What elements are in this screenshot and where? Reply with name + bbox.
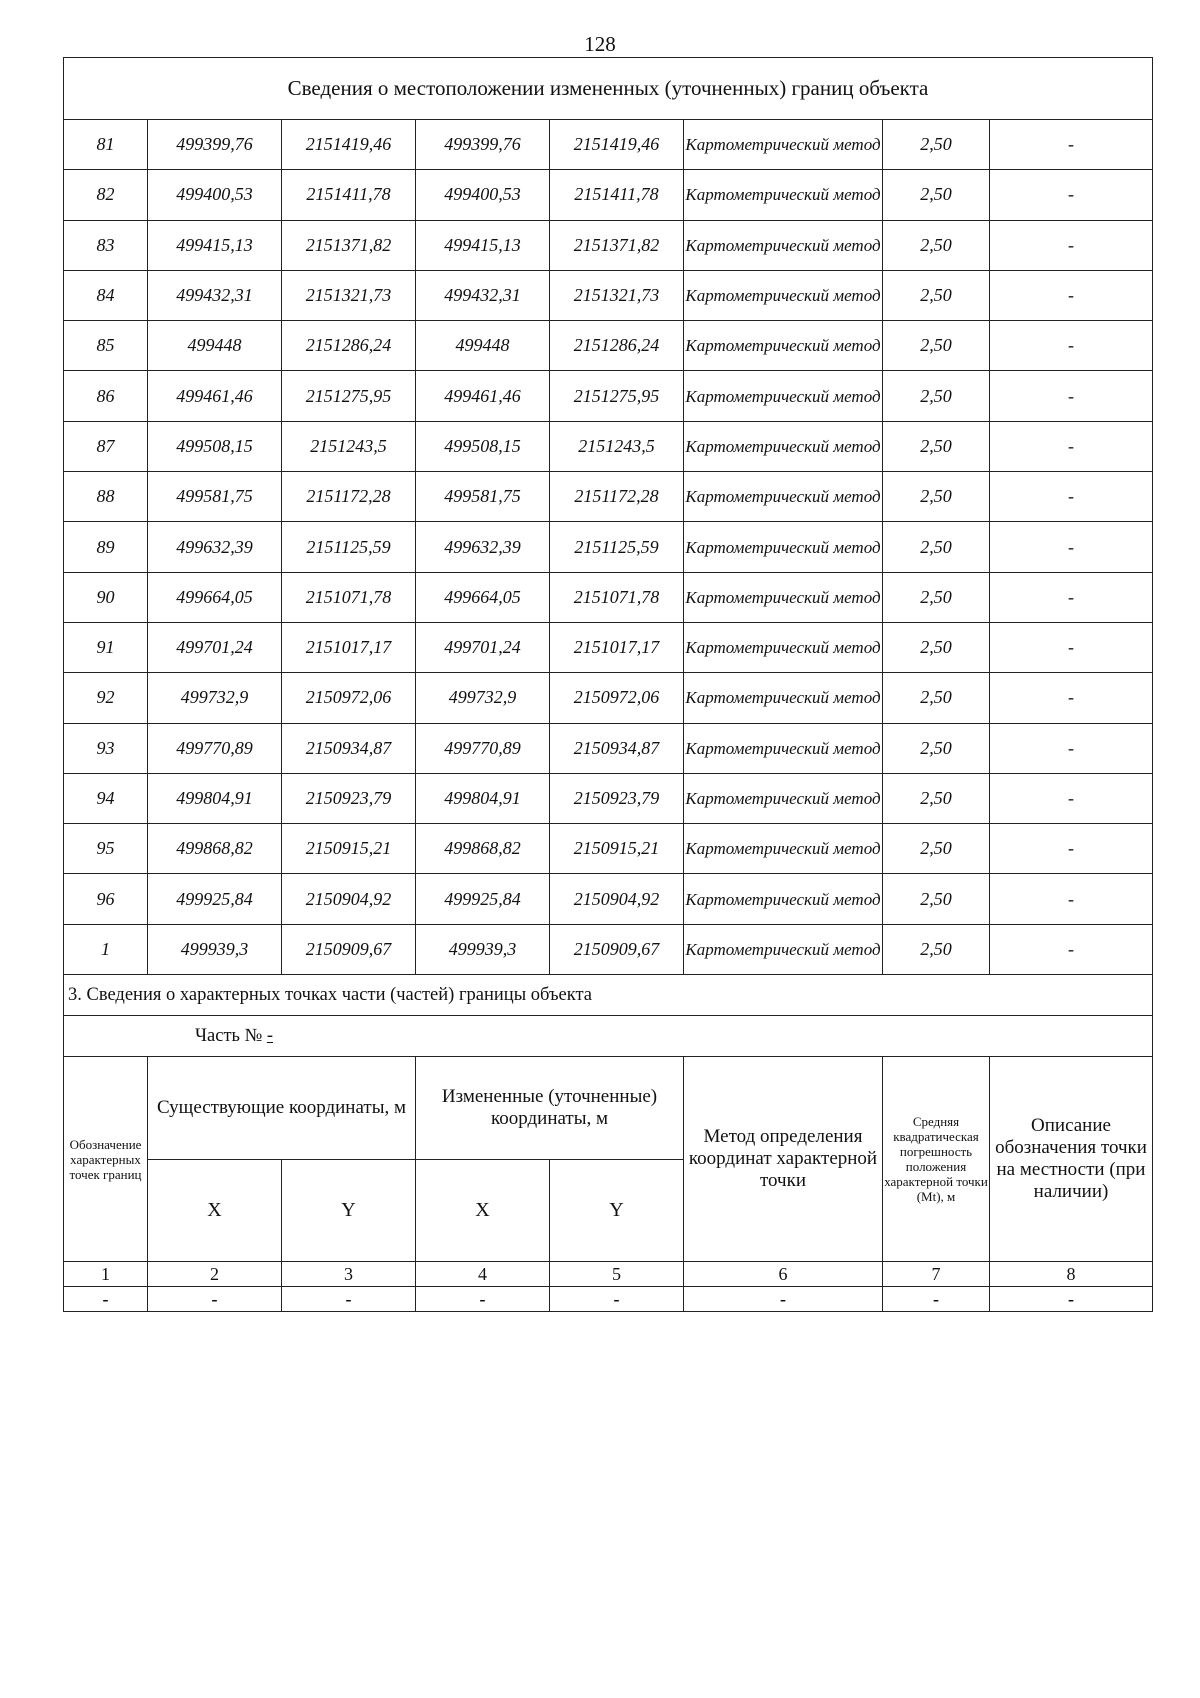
table-row — [64, 924, 1153, 974]
existing-x-cell: 499415,13 — [148, 220, 282, 270]
header-description: Описание обозначения точки на местности (при наличии) — [990, 1057, 1153, 1262]
changed-y-cell: 2151411,78 — [550, 170, 684, 220]
method-cell: Картометрический метод — [684, 622, 883, 672]
empty-cell: - — [148, 1287, 282, 1312]
table-row — [64, 472, 1153, 522]
accuracy-cell: 2,50 — [883, 723, 990, 773]
method-cell: Картометрический метод — [684, 924, 883, 974]
column-number-cell: 2 — [148, 1262, 282, 1287]
changed-x-cell: 499508,15 — [416, 421, 550, 471]
table-row — [64, 170, 1153, 220]
existing-y-cell: 2151286,24 — [282, 321, 416, 371]
description-cell: - — [990, 472, 1153, 522]
changed-x-cell: 499732,9 — [416, 673, 550, 723]
changed-x-cell: 499701,24 — [416, 622, 550, 672]
changed-x-cell: 499448 — [416, 321, 550, 371]
method-cell: Картометрический метод — [684, 120, 883, 170]
existing-x-cell: 499632,39 — [148, 522, 282, 572]
part-row — [64, 1016, 1153, 1057]
existing-y-cell: 2151125,59 — [282, 522, 416, 572]
existing-x-cell: 499448 — [148, 321, 282, 371]
method-cell: Картометрический метод — [684, 773, 883, 823]
point-number-cell: 90 — [64, 572, 148, 622]
page-number: 128 — [584, 32, 616, 56]
column-number-cell: 5 — [550, 1262, 684, 1287]
point-number-cell: 96 — [64, 874, 148, 924]
point-number-cell: 88 — [64, 472, 148, 522]
existing-y-cell: 2151243,5 — [282, 421, 416, 471]
point-number-cell: 85 — [64, 321, 148, 371]
changed-y-cell: 2151017,17 — [550, 622, 684, 672]
accuracy-cell: 2,50 — [883, 371, 990, 421]
header-changed-y: Y — [550, 1160, 684, 1262]
point-number-cell: 81 — [64, 120, 148, 170]
existing-x-cell: 499399,76 — [148, 120, 282, 170]
existing-y-cell: 2151017,17 — [282, 622, 416, 672]
accuracy-cell: 2,50 — [883, 673, 990, 723]
accuracy-cell: 2,50 — [883, 421, 990, 471]
changed-y-cell: 2151071,78 — [550, 572, 684, 622]
point-number-cell: 82 — [64, 170, 148, 220]
empty-cell: - — [282, 1287, 416, 1312]
table-row — [64, 522, 1153, 572]
changed-y-cell: 2151243,5 — [550, 421, 684, 471]
description-cell: - — [990, 874, 1153, 924]
existing-y-cell: 2150915,21 — [282, 824, 416, 874]
existing-x-cell: 499400,53 — [148, 170, 282, 220]
empty-cell: - — [416, 1287, 550, 1312]
header-existing-x: X — [148, 1160, 282, 1262]
existing-y-cell: 2151419,46 — [282, 120, 416, 170]
accuracy-cell: 2,50 — [883, 120, 990, 170]
header-changed-x: X — [416, 1160, 550, 1262]
existing-y-cell: 2151071,78 — [282, 572, 416, 622]
existing-x-cell: 499770,89 — [148, 723, 282, 773]
point-number-cell: 84 — [64, 270, 148, 320]
coordinates-table — [63, 57, 1153, 1312]
part-label: Часть № — [195, 1025, 263, 1046]
existing-y-cell: 2150909,67 — [282, 924, 416, 974]
changed-y-cell: 2151286,24 — [550, 321, 684, 371]
changed-x-cell: 499415,13 — [416, 220, 550, 270]
changed-x-cell: 499461,46 — [416, 371, 550, 421]
existing-y-cell: 2150934,87 — [282, 723, 416, 773]
description-cell: - — [990, 421, 1153, 471]
description-cell: - — [990, 321, 1153, 371]
accuracy-cell: 2,50 — [883, 472, 990, 522]
description-cell: - — [990, 824, 1153, 874]
changed-x-cell: 499770,89 — [416, 723, 550, 773]
point-number-cell: 95 — [64, 824, 148, 874]
existing-y-cell: 2151321,73 — [282, 270, 416, 320]
changed-y-cell: 2150904,92 — [550, 874, 684, 924]
existing-x-cell: 499868,82 — [148, 824, 282, 874]
method-cell: Картометрический метод — [684, 220, 883, 270]
changed-x-cell: 499632,39 — [416, 522, 550, 572]
accuracy-cell: 2,50 — [883, 773, 990, 823]
header-accuracy: Средняя квадратическая погрешность положения характерной точки (Mt), м — [883, 1057, 990, 1262]
changed-y-cell: 2150909,67 — [550, 924, 684, 974]
point-number-cell: 89 — [64, 522, 148, 572]
description-cell: - — [990, 522, 1153, 572]
column-number-cell: 8 — [990, 1262, 1153, 1287]
table-row — [64, 673, 1153, 723]
description-cell: - — [990, 120, 1153, 170]
table-row — [64, 622, 1153, 672]
empty-cell: - — [883, 1287, 990, 1312]
changed-y-cell: 2150972,06 — [550, 673, 684, 723]
table-row — [64, 321, 1153, 371]
header-existing-y: Y — [282, 1160, 416, 1262]
table-row — [64, 773, 1153, 823]
description-cell: - — [990, 220, 1153, 270]
table-row — [64, 421, 1153, 471]
table-row — [64, 572, 1153, 622]
existing-x-cell: 499804,91 — [148, 773, 282, 823]
changed-y-cell: 2151321,73 — [550, 270, 684, 320]
existing-x-cell: 499732,9 — [148, 673, 282, 723]
changed-x-cell: 499925,84 — [416, 874, 550, 924]
changed-x-cell: 499868,82 — [416, 824, 550, 874]
changed-y-cell: 2151172,28 — [550, 472, 684, 522]
table-row — [64, 371, 1153, 421]
section3-title: 3. Сведения о характерных точках части (частей) границы объекта — [64, 975, 1153, 1016]
method-cell: Картометрический метод — [684, 371, 883, 421]
accuracy-cell: 2,50 — [883, 170, 990, 220]
method-cell: Картометрический метод — [684, 270, 883, 320]
empty-cell: - — [990, 1287, 1153, 1312]
existing-y-cell: 2151411,78 — [282, 170, 416, 220]
accuracy-cell: 2,50 — [883, 572, 990, 622]
changed-y-cell: 2151371,82 — [550, 220, 684, 270]
changed-x-cell: 499399,76 — [416, 120, 550, 170]
method-cell: Картометрический метод — [684, 673, 883, 723]
table-row — [64, 120, 1153, 170]
header-designation: Обозначение характерных точек границ — [64, 1057, 148, 1262]
accuracy-cell: 2,50 — [883, 522, 990, 572]
changed-x-cell: 499432,31 — [416, 270, 550, 320]
point-number-cell: 87 — [64, 421, 148, 471]
existing-y-cell: 2151371,82 — [282, 220, 416, 270]
accuracy-cell: 2,50 — [883, 270, 990, 320]
existing-x-cell: 499939,3 — [148, 924, 282, 974]
method-cell: Картометрический метод — [684, 874, 883, 924]
header-changed: Измененные (уточненные) координаты, м — [416, 1057, 684, 1160]
table-row — [64, 723, 1153, 773]
changed-x-cell: 499939,3 — [416, 924, 550, 974]
empty-cell: - — [684, 1287, 883, 1312]
description-cell: - — [990, 773, 1153, 823]
method-cell: Картометрический метод — [684, 824, 883, 874]
accuracy-cell: 2,50 — [883, 874, 990, 924]
method-cell: Картометрический метод — [684, 723, 883, 773]
existing-x-cell: 499925,84 — [148, 874, 282, 924]
column-number-cell: 6 — [684, 1262, 883, 1287]
changed-y-cell: 2150915,21 — [550, 824, 684, 874]
changed-x-cell: 499804,91 — [416, 773, 550, 823]
method-cell: Картометрический метод — [684, 421, 883, 471]
point-number-cell: 94 — [64, 773, 148, 823]
existing-x-cell: 499581,75 — [148, 472, 282, 522]
point-number-cell: 83 — [64, 220, 148, 270]
existing-y-cell: 2151275,95 — [282, 371, 416, 421]
empty-cell: - — [550, 1287, 684, 1312]
point-number-cell: 92 — [64, 673, 148, 723]
table-row — [64, 824, 1153, 874]
description-cell: - — [990, 170, 1153, 220]
changed-x-cell: 499664,05 — [416, 572, 550, 622]
changed-x-cell: 499400,53 — [416, 170, 550, 220]
accuracy-cell: 2,50 — [883, 622, 990, 672]
method-cell: Картометрический метод — [684, 321, 883, 371]
description-cell: - — [990, 572, 1153, 622]
table-row — [64, 874, 1153, 924]
method-cell: Картометрический метод — [684, 572, 883, 622]
description-cell: - — [990, 673, 1153, 723]
existing-x-cell: 499508,15 — [148, 421, 282, 471]
table-row — [64, 270, 1153, 320]
column-number-cell: 4 — [416, 1262, 550, 1287]
point-number-cell: 1 — [64, 924, 148, 974]
description-cell: - — [990, 723, 1153, 773]
section-title: Сведения о местоположении измененных (уточненных) границ объекта — [64, 58, 1153, 120]
point-number-cell: 91 — [64, 622, 148, 672]
point-number-cell: 86 — [64, 371, 148, 421]
header-method: Метод определения координат характерной точки — [684, 1057, 883, 1262]
description-cell: - — [990, 924, 1153, 974]
header-existing: Существующие координаты, м — [148, 1057, 416, 1160]
accuracy-cell: 2,50 — [883, 321, 990, 371]
table-row — [64, 220, 1153, 270]
method-cell: Картометрический метод — [684, 170, 883, 220]
existing-x-cell: 499461,46 — [148, 371, 282, 421]
description-cell: - — [990, 622, 1153, 672]
accuracy-cell: 2,50 — [883, 824, 990, 874]
column-number-cell: 7 — [883, 1262, 990, 1287]
accuracy-cell: 2,50 — [883, 220, 990, 270]
existing-y-cell: 2150923,79 — [282, 773, 416, 823]
changed-y-cell: 2151125,59 — [550, 522, 684, 572]
description-cell: - — [990, 270, 1153, 320]
changed-x-cell: 499581,75 — [416, 472, 550, 522]
existing-y-cell: 2151172,28 — [282, 472, 416, 522]
method-cell: Картометрический метод — [684, 522, 883, 572]
changed-y-cell: 2151419,46 — [550, 120, 684, 170]
accuracy-cell: 2,50 — [883, 924, 990, 974]
existing-x-cell: 499432,31 — [148, 270, 282, 320]
method-cell: Картометрический метод — [684, 472, 883, 522]
changed-y-cell: 2150923,79 — [550, 773, 684, 823]
existing-y-cell: 2150904,92 — [282, 874, 416, 924]
column-number-cell: 3 — [282, 1262, 416, 1287]
description-cell: - — [990, 371, 1153, 421]
empty-cell: - — [64, 1287, 148, 1312]
changed-y-cell: 2150934,87 — [550, 723, 684, 773]
changed-y-cell: 2151275,95 — [550, 371, 684, 421]
existing-x-cell: 499664,05 — [148, 572, 282, 622]
column-number-cell: 1 — [64, 1262, 148, 1287]
part-value: - — [266, 1025, 274, 1046]
existing-x-cell: 499701,24 — [148, 622, 282, 672]
existing-y-cell: 2150972,06 — [282, 673, 416, 723]
point-number-cell: 93 — [64, 723, 148, 773]
